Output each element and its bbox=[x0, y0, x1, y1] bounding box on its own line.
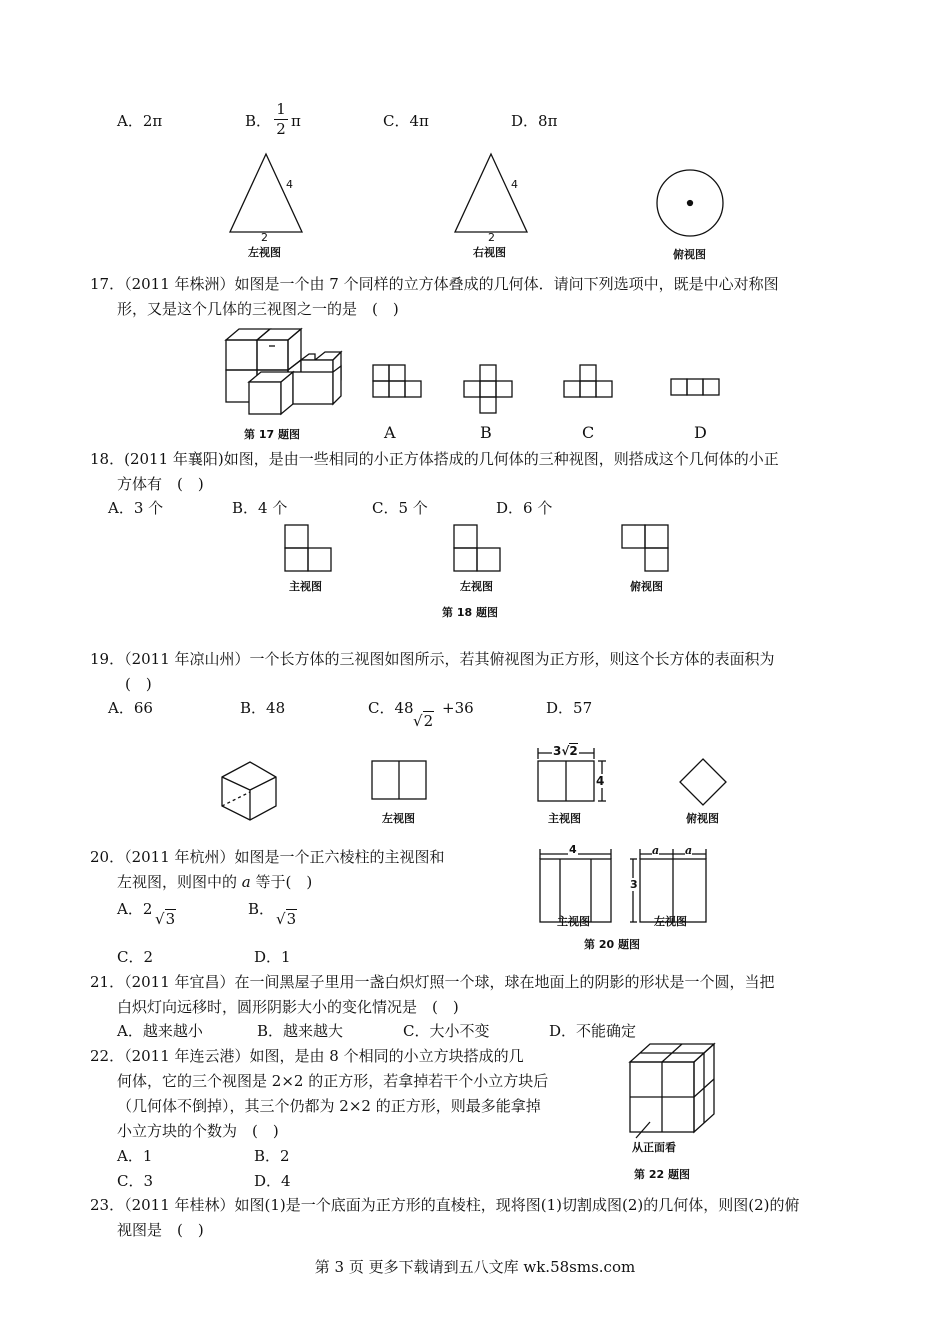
q22-cube-figure bbox=[628, 1042, 718, 1152]
q22-line2: 何体，它的三个视图是 2×2 的正方形，若拿掉若干个小立方块后 bbox=[117, 1072, 549, 1090]
q20-left-view-caption: 左视图 bbox=[654, 915, 687, 928]
q19-option-d: D．57 bbox=[546, 699, 593, 717]
q17-option-a-shape bbox=[372, 364, 424, 398]
q16-option-a: A．2π bbox=[117, 112, 163, 130]
q20-dim-main: 4 bbox=[569, 843, 577, 856]
q21-line2: 白炽灯向远移时，圆形阴影大小的变化情况是 ( ) bbox=[117, 998, 459, 1016]
q19-front-view-caption: 主视图 bbox=[548, 812, 581, 825]
q20-front-view-caption: 主视图 bbox=[557, 915, 590, 928]
q16-frac-num: 1 bbox=[276, 100, 286, 118]
q18-front-view-caption: 主视图 bbox=[289, 580, 322, 593]
q16-right-view-triangle bbox=[451, 152, 531, 234]
q22-front-label: 从正面看 bbox=[632, 1141, 676, 1154]
q19-dim-top-radicand: 2 bbox=[569, 744, 578, 758]
q21-option-a: A．越来越小 bbox=[117, 1022, 203, 1040]
q19-top-view-caption: 俯视图 bbox=[686, 812, 719, 825]
q20-option-a-radicand: 3 bbox=[165, 910, 176, 928]
q16-top-view-circle bbox=[655, 168, 725, 238]
q22-line3: （几何体不倒掉），其三个仍都为 2×2 的正方形，则最多能拿掉 bbox=[117, 1097, 541, 1115]
q18-front-view-shape bbox=[284, 524, 334, 574]
q21-option-d: D．不能确定 bbox=[549, 1022, 637, 1040]
q19-line1: 19．（2011 年凉山州）一个长方体的三视图如图所示，若其俯视图为正方形，则这个长方体的表面积为 bbox=[90, 650, 775, 668]
q17-option-c-shape bbox=[563, 364, 615, 398]
q16-right-base-label: 2 bbox=[488, 231, 495, 244]
q17-option-d-label: D bbox=[694, 423, 707, 442]
q18-left-view-caption: 左视图 bbox=[460, 580, 493, 593]
q17-option-a-label: A bbox=[384, 423, 396, 442]
q23-line2: 视图是 ( ) bbox=[117, 1221, 204, 1239]
q20-line2-post: 等于( ) bbox=[250, 873, 313, 891]
q17-option-b-shape bbox=[463, 364, 515, 416]
q16-option-d: D．8π bbox=[511, 112, 558, 130]
q20-line2-pre: 左视图，则图中的 bbox=[117, 873, 242, 891]
q21-option-b: B．越来越大 bbox=[257, 1022, 344, 1040]
q21-option-c: C．大小不变 bbox=[403, 1022, 490, 1040]
q22-figure-caption: 第 22 题图 bbox=[634, 1168, 690, 1181]
q20-option-b-radicand: 3 bbox=[286, 910, 297, 928]
q19-dim-top-value: 3 bbox=[553, 744, 562, 758]
q20-dim-a2: a bbox=[685, 844, 693, 857]
q20-line2-var: a bbox=[241, 873, 251, 891]
q20-option-a-sqrt: √3 bbox=[155, 910, 176, 928]
q19-option-b: B．48 bbox=[240, 699, 286, 717]
q22-option-b: B．2 bbox=[254, 1147, 290, 1165]
q18-option-d: D．6 个 bbox=[496, 499, 553, 517]
q16-left-view-triangle bbox=[226, 152, 306, 234]
q18-top-view-caption: 俯视图 bbox=[630, 580, 663, 593]
q19-option-c: C．48 bbox=[368, 699, 414, 717]
q19-left-view-caption: 左视图 bbox=[382, 812, 415, 825]
q17-option-d-shape bbox=[670, 378, 722, 398]
q16-right-side-label: 4 bbox=[511, 178, 518, 191]
q19-line2: ( ) bbox=[125, 675, 152, 693]
q20-dim-a1: a bbox=[652, 844, 660, 857]
q23-line1: 23．（2011 年桂林）如图(1)是一个底面为正方形的直棱柱，现将图(1)切割成图(2)的几何体，则图(2)的俯 bbox=[90, 1196, 800, 1214]
q16-frac-den: 2 bbox=[276, 120, 286, 138]
q18-line2: 方体有 ( ) bbox=[117, 475, 204, 493]
q19-option-c-radicand: 2 bbox=[423, 712, 434, 730]
q18-line1: 18．(2011 年襄阳)如图，是由一些相同的小正方体搭成的几何体的三种视图，则搭成这个几何体的小正 bbox=[90, 450, 779, 468]
q19-dim-top: 3√2 bbox=[553, 744, 578, 758]
q18-figure-caption: 第 18 题图 bbox=[442, 606, 498, 619]
q16-top-view-caption: 俯视图 bbox=[673, 248, 706, 261]
q16-option-b-pi: π bbox=[291, 112, 301, 130]
q17-cube-stack-figure bbox=[225, 326, 345, 418]
q22-option-a: A．1 bbox=[117, 1147, 153, 1165]
q17-option-c-label: C bbox=[582, 423, 595, 442]
q19-left-view-shape bbox=[371, 760, 429, 802]
page-footer: 第 3 页 更多下载请到五八文库 wk.58sms.com bbox=[314, 1258, 636, 1276]
q19-option-a: A．66 bbox=[108, 699, 153, 717]
q17-line1: 17．（2011 年株洲）如图是一个由 7 个同样的立方体叠成的几何体．请问下列选项中，既是中心对称图 bbox=[90, 275, 779, 293]
q18-top-view-shape bbox=[621, 524, 671, 574]
q16-option-c: C．4π bbox=[383, 112, 429, 130]
q16-right-view-caption: 右视图 bbox=[473, 246, 506, 259]
q20-option-b: B． bbox=[248, 900, 275, 918]
q19-option-c-tail: +36 bbox=[442, 699, 474, 717]
q21-line1: 21．（2011 年宜昌）在一间黑屋子里用一盏白炽灯照一个球，球在地面上的阴影的形状是一个圆，当把 bbox=[90, 973, 775, 991]
q20-option-c: C．2 bbox=[117, 948, 154, 966]
q19-cuboid-figure bbox=[220, 760, 280, 822]
q22-line4: 小立方块的个数为 ( ) bbox=[117, 1122, 279, 1140]
q22-option-c: C．3 bbox=[117, 1172, 154, 1190]
q17-line2: 形，又是这个几体的三视图之一的是 ( ) bbox=[117, 300, 399, 318]
q17-figure-caption: 第 17 题图 bbox=[244, 428, 300, 441]
q16-left-side-label: 4 bbox=[286, 178, 293, 191]
q18-option-a: A．3 个 bbox=[108, 499, 164, 517]
q16-option-b: B． bbox=[245, 112, 272, 130]
q19-option-c-sqrt: √2 bbox=[413, 712, 434, 730]
q16-left-base-label: 2 bbox=[261, 231, 268, 244]
q20-option-d: D．1 bbox=[254, 948, 291, 966]
q19-top-view-shape bbox=[678, 757, 728, 807]
q20-option-b-sqrt: √3 bbox=[276, 910, 297, 928]
q20-dim-side: 3 bbox=[630, 878, 638, 891]
q16-left-view-caption: 左视图 bbox=[248, 246, 281, 259]
q16-fraction bbox=[274, 102, 288, 137]
q22-line1: 22．（2011 年连云港）如图，是由 8 个相同的小立方块搭成的几 bbox=[90, 1047, 524, 1065]
q20-option-a: A．2 bbox=[117, 900, 153, 918]
q18-option-c: C．5 个 bbox=[372, 499, 428, 517]
q22-option-d: D．4 bbox=[254, 1172, 291, 1190]
q17-option-b-label: B bbox=[480, 423, 492, 442]
q18-left-view-shape bbox=[453, 524, 503, 574]
q20-line2 bbox=[117, 873, 312, 891]
q18-option-b: B．4 个 bbox=[232, 499, 288, 517]
q20-line1: 20．（2011 年杭州）如图是一个正六棱柱的主视图和 bbox=[90, 848, 445, 866]
q19-dim-side: 4 bbox=[596, 774, 605, 788]
q20-figure-caption: 第 20 题图 bbox=[584, 938, 640, 951]
